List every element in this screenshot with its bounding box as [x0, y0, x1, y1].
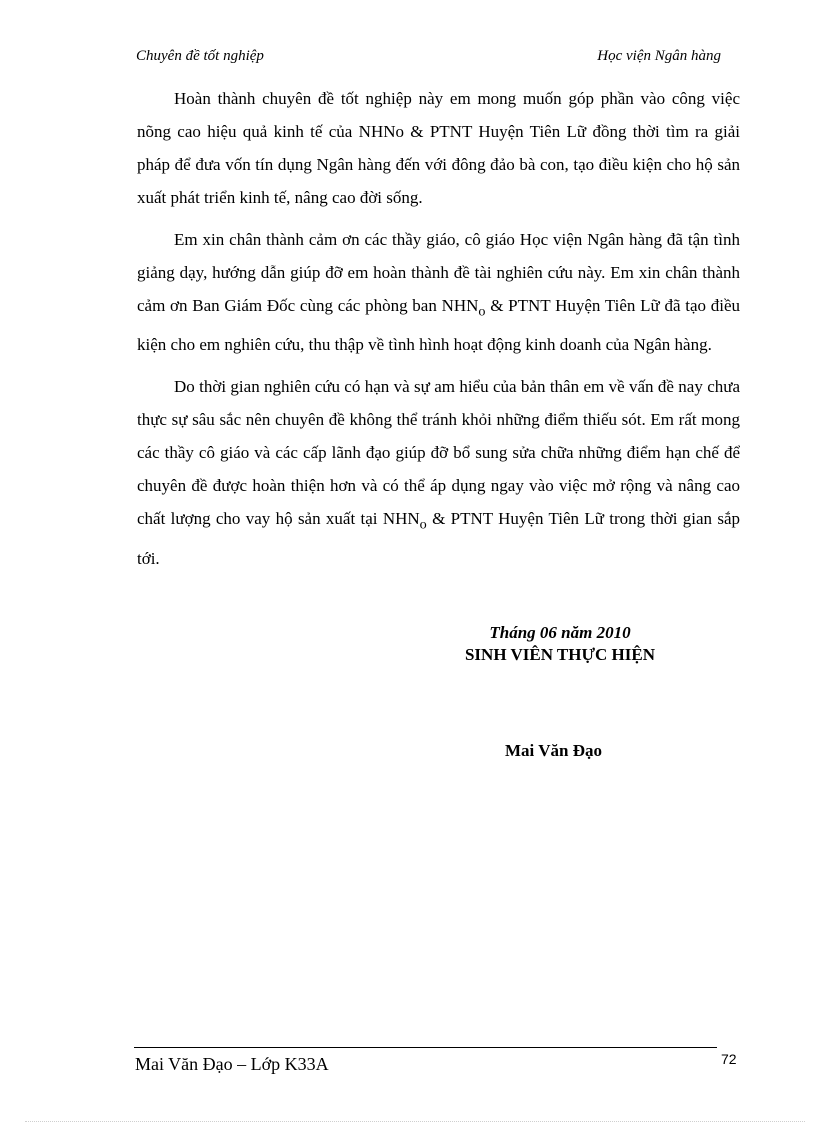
paragraph-3-text-b: & PTNT Huyện Tiên Lữ trong thời gian sắp tới.: [137, 509, 740, 568]
footer-divider: [134, 1047, 717, 1048]
paragraph-3: [137, 370, 740, 574]
paragraph-3-text-a: Do thời gian nghiên cứu có hạn và sự am hiểu của bản thân em về vấn đề nay chưa thực sự sâu sắc nên chuyên đề không thể tránh khỏi những điểm thiếu sót. Em rất mong các thầy cô giáo và các cấp lãnh đạo giúp đỡ bổ sung sửa chữa những điểm hạn chế để chuyên đề được hoàn thiện hơn và có thể áp dụng ngay vào việc mở rộng và nâng cao chất lượng cho vay hộ sản xuất tại NHN: [137, 377, 740, 529]
signature-block: [440, 622, 680, 666]
page-header: [136, 48, 721, 70]
paragraph-2-subscript: o: [478, 303, 486, 320]
page-bottom-border: [25, 1121, 805, 1122]
header-title: Chuyên đề tốt nghiệp: [136, 48, 264, 64]
page-number: 72: [721, 1051, 737, 1067]
signature-role: SINH VIÊN THỰC HIỆN: [464, 645, 656, 664]
paragraph-1: Hoàn thành chuyên đề tốt nghiệp này em mong muốn góp phần vào công việc nõng cao hiệu quả kinh tế của NHNo & PTNT Huyện Tiên Lữ đồng thời tìm ra giải pháp để đưa vốn tín dụng Ngân hàng đến với đông đảo bà con, tạo điều kiện cho hộ sản xuất phát triển kinh tế, nâng cao đời sống.: [137, 89, 740, 207]
paragraph-2: [137, 223, 740, 361]
document-body: [137, 82, 740, 584]
signature-date: Tháng 06 năm 2010: [489, 623, 631, 642]
footer-author: Mai Văn Đạo – Lớp K33A: [135, 1054, 329, 1074]
header-institution: Học viện Ngân hàng: [597, 48, 721, 64]
paragraph-2-text-a: Em xin chân thành cảm ơn các thầy giáo, cô giáo Học viện Ngân hàng đã tận tình giảng dạy, hướng dẫn giúp đỡ em hoàn thành đề tài nghiên cứu này. Em xin chân thành cảm ơn Ban Giám Đốc cùng các phòng ban NHN: [137, 230, 740, 315]
signer-name: Mai Văn Đạo: [505, 741, 602, 760]
paragraph-2-text-b: & PTNT Huyện Tiên Lữ đã tạo điều kiện cho em nghiên cứu, thu thập về tình hình hoạt động kinh doanh của Ngân hàng.: [137, 296, 740, 355]
paragraph-3-subscript: o: [419, 516, 427, 533]
